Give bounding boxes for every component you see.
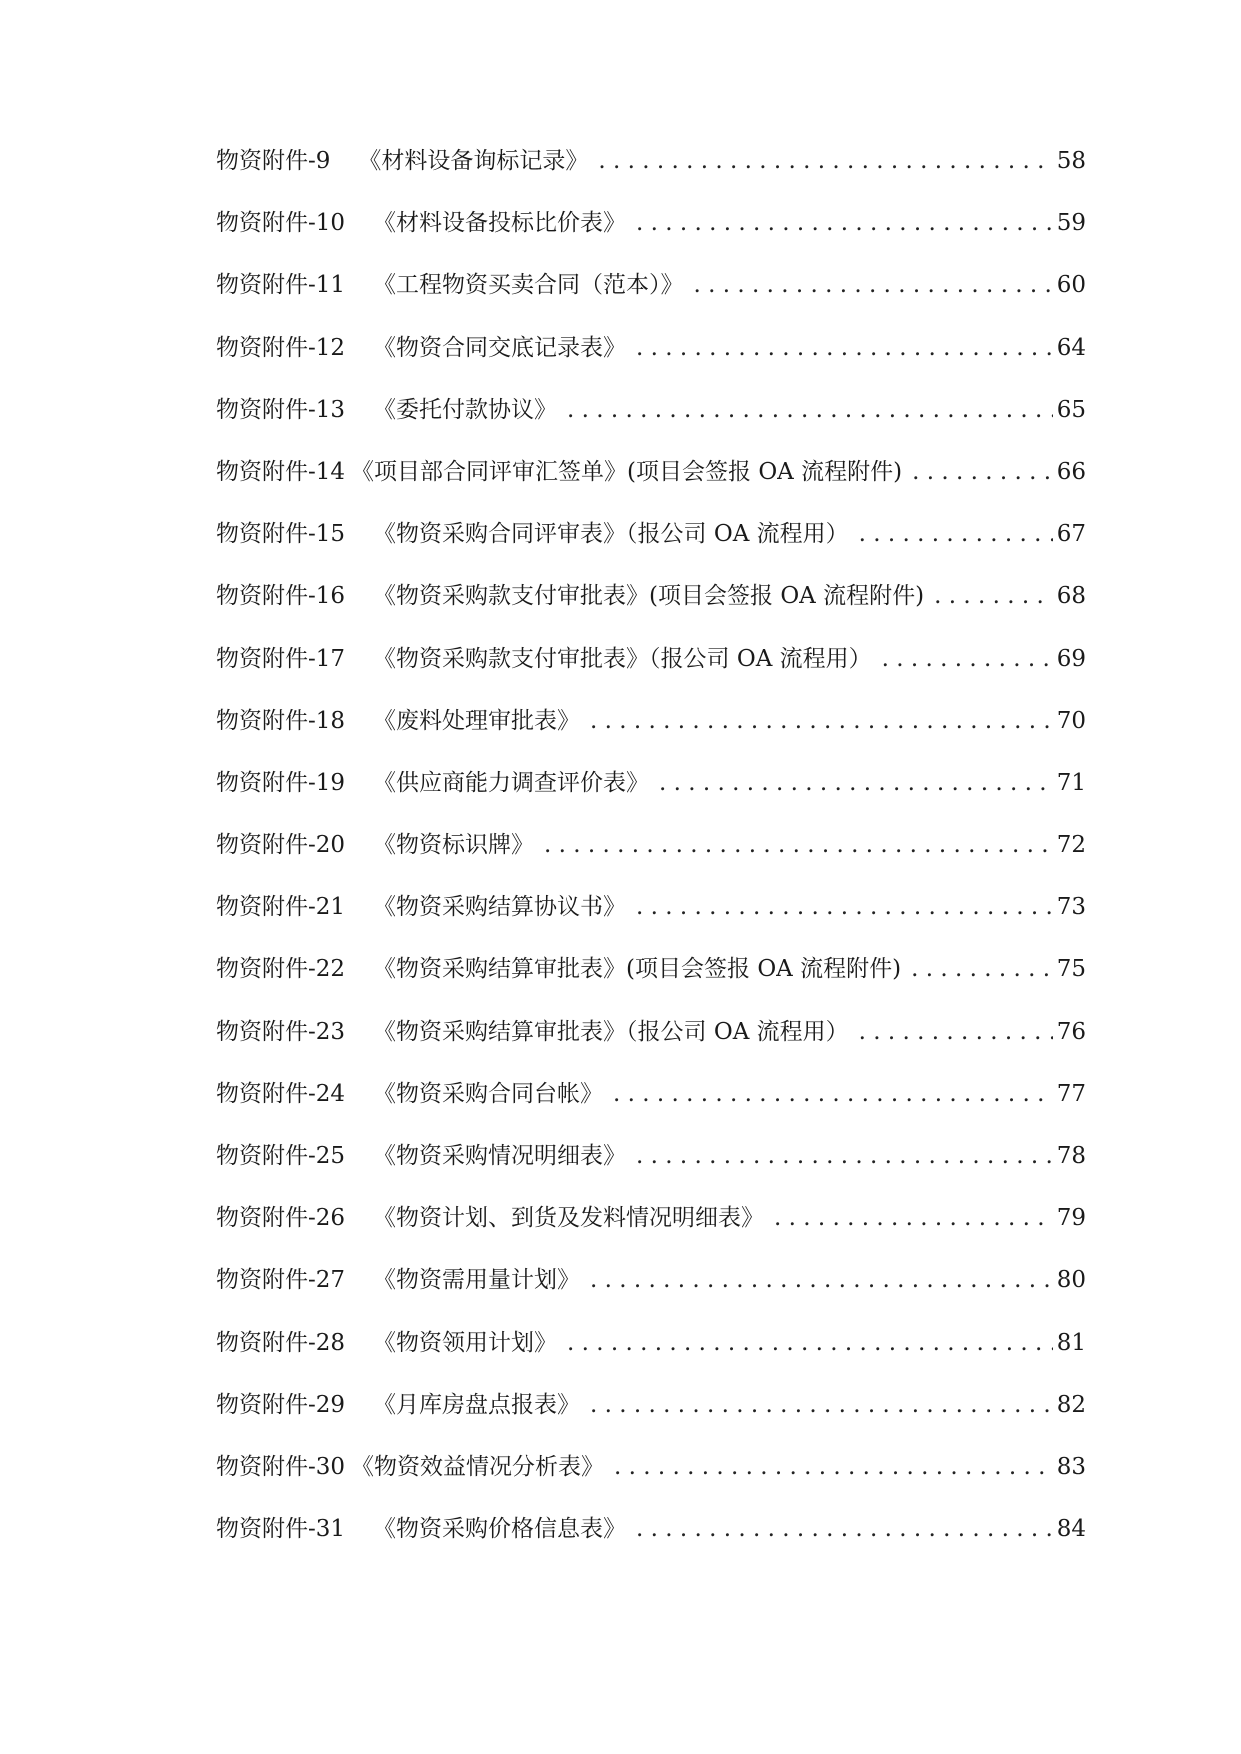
toc-entry-label: 物资附件-18 — [216, 707, 346, 734]
toc-entry-label: 物资附件-16 — [216, 583, 346, 610]
toc-entry-label: 物资附件-14 — [216, 458, 346, 485]
toc-leader-dots — [636, 1141, 1053, 1171]
toc-entry[interactable] — [216, 768, 1086, 830]
toc-entry-page-number: 66 — [1056, 458, 1086, 485]
toc-entry-page-number: 84 — [1056, 1516, 1086, 1543]
toc-entry-title: 《物资采购结算审批表》(项目会签报 OA 流程附件) — [373, 956, 902, 983]
toc-entry-page-number: 80 — [1056, 1267, 1086, 1294]
toc-entry[interactable] — [216, 1017, 1086, 1079]
toc-entry-page-number: 76 — [1056, 1018, 1086, 1045]
toc-entry[interactable] — [216, 1265, 1086, 1327]
toc-entry-label: 物资附件-29 — [216, 1391, 346, 1418]
toc-entry-page-number: 68 — [1056, 583, 1086, 610]
toc-entry-label: 物资附件-27 — [216, 1267, 346, 1294]
toc-entry-page-number: 82 — [1056, 1391, 1086, 1418]
toc-entry-label: 物资附件-30 — [216, 1453, 346, 1480]
toc-entry-page-number: 60 — [1056, 272, 1086, 299]
toc-entry-page-number: 81 — [1056, 1329, 1086, 1356]
toc-leader-dots — [694, 270, 1053, 300]
toc-entry-label: 物资附件-23 — [216, 1018, 346, 1045]
toc-leader-dots — [859, 1017, 1053, 1047]
toc-entry[interactable] — [216, 954, 1086, 1016]
toc-entry-title: 《物资需用量计划》 — [373, 1267, 581, 1294]
toc-entry-title: 《委托付款协议》 — [373, 396, 558, 423]
toc-entry-title: 《材料设备询标记录》 — [358, 148, 589, 174]
toc-entry-page-number: 67 — [1056, 521, 1086, 548]
toc-entry[interactable] — [216, 1390, 1086, 1452]
toc-entry-label: 物资附件-13 — [216, 396, 346, 423]
toc-entry-label: 物资附件-10 — [216, 210, 346, 237]
toc-leader-dots — [859, 519, 1053, 549]
toc-leader-dots — [636, 892, 1053, 922]
toc-entry[interactable] — [216, 581, 1086, 643]
toc-entry[interactable] — [216, 1514, 1086, 1576]
toc-entry-title: 《物资采购结算审批表》（报公司 OA 流程用） — [373, 1018, 849, 1045]
toc-entry-label: 物资附件-20 — [216, 832, 346, 859]
toc-entry-label: 物资附件-12 — [216, 334, 346, 361]
toc-leader-dots — [882, 644, 1053, 674]
toc-leader-dots — [636, 1514, 1053, 1544]
toc-entry-page-number: 69 — [1056, 645, 1086, 672]
toc-entry-page-number: 78 — [1056, 1143, 1086, 1169]
toc-entry[interactable] — [216, 1079, 1086, 1141]
toc-leader-dots — [613, 1079, 1053, 1109]
toc-entry[interactable] — [216, 1203, 1086, 1265]
toc-entry-label: 物资附件-31 — [216, 1516, 346, 1543]
toc-entry-label: 物资附件-21 — [216, 894, 346, 921]
toc-entry[interactable] — [216, 457, 1086, 519]
toc-entry-label: 物资附件-19 — [216, 769, 346, 796]
toc-entry[interactable] — [216, 270, 1086, 332]
toc-leader-dots — [659, 768, 1053, 798]
toc-entry[interactable] — [216, 333, 1086, 395]
toc-entry-title: 《供应商能力调查评价表》 — [373, 769, 650, 796]
toc-leader-dots — [544, 830, 1053, 860]
toc-entry-page-number: 72 — [1056, 832, 1086, 859]
toc-leader-dots — [774, 1203, 1053, 1233]
toc-entry-title: 《物资合同交底记录表》 — [373, 334, 627, 361]
toc-entry-page-number: 65 — [1056, 396, 1086, 423]
toc-entry-label: 物资附件-22 — [216, 956, 346, 983]
toc-leader-dots — [598, 146, 1052, 176]
toc-entry-title: 《废料处理审批表》 — [373, 707, 581, 734]
toc-entry-page-number: 73 — [1056, 894, 1086, 921]
toc-entry-label: 物资附件-9 — [216, 148, 331, 174]
toc-entry-label: 物资附件-25 — [216, 1143, 346, 1169]
toc-entry-title: 《物资领用计划》 — [373, 1329, 558, 1356]
toc-entry[interactable] — [216, 644, 1086, 706]
toc-leader-dots — [567, 395, 1053, 425]
toc-leader-dots — [636, 333, 1053, 363]
toc-entry-page-number: 71 — [1056, 769, 1086, 796]
toc-entry-page-number: 75 — [1056, 956, 1086, 983]
toc-entry-title: 《物资采购情况明细表》 — [373, 1143, 627, 1169]
toc-entry-label: 物资附件-11 — [216, 272, 346, 299]
toc-entry[interactable] — [216, 519, 1086, 581]
toc-entry-label: 物资附件-15 — [216, 521, 346, 548]
toc-entry[interactable] — [216, 395, 1086, 457]
toc-entry[interactable] — [216, 706, 1086, 768]
toc-leader-dots — [614, 1452, 1053, 1482]
toc-entry-title: 《物资采购款支付审批表》(项目会签报 OA 流程附件) — [373, 583, 925, 610]
toc-entry[interactable] — [216, 1452, 1086, 1514]
toc-entry-title: 《月库房盘点报表》 — [373, 1391, 581, 1418]
toc-entry-title: 《物资采购合同台帐》 — [373, 1080, 604, 1107]
toc-entry[interactable] — [216, 830, 1086, 892]
toc-leader-dots — [590, 1265, 1053, 1295]
toc-entry-title: 《材料设备投标比价表》 — [373, 210, 627, 237]
toc-leader-dots — [934, 581, 1053, 611]
toc-leader-dots — [911, 954, 1053, 984]
toc-entry-page-number: 58 — [1056, 148, 1086, 174]
toc-leader-dots — [567, 1328, 1053, 1358]
toc-entry-page-number: 70 — [1056, 707, 1086, 734]
toc-entry-title: 《项目部合同评审汇签单》(项目会签报 OA 流程附件) — [351, 458, 903, 485]
toc-entry-title: 《物资计划、到货及发料情况明细表》 — [373, 1205, 765, 1232]
toc-entry-title: 《物资采购款支付审批表》（报公司 OA 流程用） — [373, 645, 872, 672]
toc-entry-label: 物资附件-17 — [216, 645, 346, 672]
toc-leader-dots — [590, 1390, 1053, 1420]
toc-entry-title: 《物资效益情况分析表》 — [351, 1453, 605, 1480]
toc-entry-page-number: 77 — [1056, 1080, 1086, 1107]
toc-entry-page-number: 83 — [1056, 1453, 1086, 1480]
toc-entry[interactable] — [216, 1328, 1086, 1390]
toc-leader-dots — [590, 706, 1053, 736]
table-of-contents — [216, 146, 1086, 1576]
toc-entry-page-number: 79 — [1056, 1205, 1086, 1232]
toc-entry-title: 《物资标识牌》 — [373, 832, 535, 859]
toc-entry[interactable] — [216, 208, 1086, 270]
toc-entry-title: 《物资采购价格信息表》 — [373, 1516, 627, 1543]
toc-entry-label: 物资附件-26 — [216, 1205, 346, 1232]
toc-leader-dots — [636, 208, 1053, 238]
toc-entry-page-number: 64 — [1056, 334, 1086, 361]
toc-entry[interactable] — [216, 146, 1086, 208]
toc-entry-title: 《物资采购合同评审表》（报公司 OA 流程用） — [373, 521, 849, 548]
toc-entry[interactable] — [216, 1141, 1086, 1203]
toc-entry-label: 物资附件-24 — [216, 1080, 346, 1107]
toc-entry[interactable] — [216, 892, 1086, 954]
toc-entry-title: 《工程物资买卖合同（范本）》 — [373, 272, 684, 299]
toc-entry-label: 物资附件-28 — [216, 1329, 346, 1356]
toc-leader-dots — [912, 457, 1053, 487]
toc-entry-page-number: 59 — [1056, 210, 1086, 237]
toc-entry-title: 《物资采购结算协议书》 — [373, 894, 627, 921]
